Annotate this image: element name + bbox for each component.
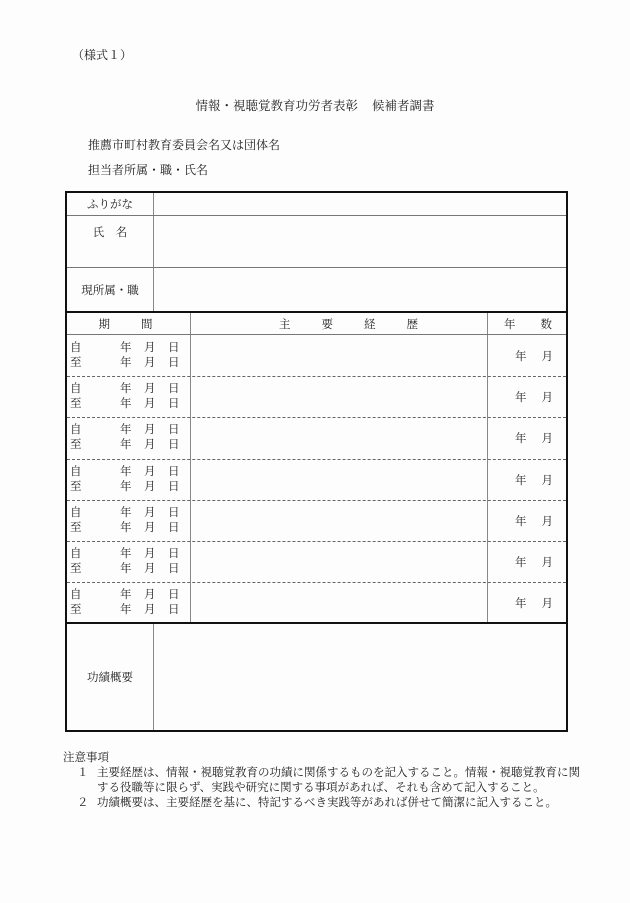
career-input[interactable]	[191, 501, 487, 541]
note-item	[77, 765, 583, 795]
header-divider	[67, 334, 566, 335]
month-label: 月	[144, 519, 156, 534]
period-from-row	[70, 505, 188, 520]
to-label: 至	[70, 437, 82, 452]
years-header-char: 数	[540, 316, 552, 331]
duration-year-label: 年	[515, 555, 527, 569]
furigana-input[interactable]	[154, 193, 566, 215]
day-label: 日	[168, 463, 180, 478]
period-to-row	[70, 561, 188, 576]
duration-year-label: 年	[515, 513, 527, 528]
month-label: 月	[144, 463, 156, 478]
month-label: 月	[144, 355, 156, 369]
month-label: 月	[144, 478, 156, 493]
year-label: 年	[120, 602, 132, 617]
to-label: 至	[70, 478, 82, 493]
month-label: 月	[144, 602, 156, 617]
day-label: 日	[168, 519, 180, 534]
duration-month-label: 月	[541, 431, 553, 446]
day-label: 日	[168, 478, 180, 493]
duration-cell[interactable]	[489, 348, 561, 364]
duration-month-label: 月	[541, 349, 553, 363]
year-label: 年	[120, 381, 132, 396]
duration-month-label: 月	[541, 390, 553, 405]
period-cell[interactable]	[70, 340, 188, 370]
career-input[interactable]	[191, 336, 487, 376]
day-label: 日	[168, 602, 180, 617]
year-label: 年	[120, 478, 132, 493]
day-label: 日	[168, 396, 180, 411]
note-item	[77, 795, 583, 810]
period-to-row	[70, 437, 188, 452]
career-input[interactable]	[191, 418, 487, 458]
document-title	[0, 96, 630, 114]
note-text: 功績概要は、主要経歴を基に、特記するべき実践等があれば併せて簡潔に記入すること。	[97, 795, 557, 809]
duration-month-label: 月	[541, 513, 553, 528]
period-header-char: 間	[141, 316, 153, 331]
to-label: 至	[70, 519, 82, 534]
notes-section	[63, 750, 583, 810]
day-label: 日	[168, 340, 180, 354]
month-label: 月	[144, 381, 156, 396]
duration-cell[interactable]	[489, 513, 561, 529]
to-label: 至	[70, 396, 82, 411]
day-label: 日	[168, 587, 180, 602]
career-header-char: 経	[364, 316, 376, 331]
to-label: 至	[70, 561, 82, 575]
duration-month-label: 月	[541, 472, 553, 487]
day-label: 日	[168, 504, 180, 519]
notes-heading: 注意事項	[63, 750, 109, 764]
note-text: 主要経歴は、情報・視聴覚教育の功績に関係するものを記入すること。情報・視聴覚教育に関する役職等に限らず、実践や研究に関する事項があれば、それも含めて記入すること。	[97, 765, 580, 794]
career-header-char: 要	[321, 316, 333, 331]
duration-cell[interactable]	[489, 554, 561, 570]
period-from-row	[70, 381, 188, 396]
day-label: 日	[168, 546, 180, 560]
month-label: 月	[144, 340, 156, 354]
day-label: 日	[168, 437, 180, 452]
year-label: 年	[120, 355, 132, 369]
note-number: １	[77, 765, 89, 779]
furigana-label: ふりがな	[87, 197, 133, 211]
contact-person-label: 担当者所属・職・氏名	[88, 163, 209, 177]
day-label: 日	[168, 381, 180, 396]
day-label: 日	[168, 355, 180, 369]
period-from-row	[70, 587, 188, 602]
to-label: 至	[70, 355, 82, 369]
duration-year-label: 年	[515, 390, 527, 405]
career-input[interactable]	[191, 460, 487, 500]
duration-cell[interactable]	[489, 472, 561, 488]
achievement-input[interactable]	[154, 624, 566, 730]
duration-year-label: 年	[515, 431, 527, 446]
achievement-label: 功績概要	[87, 670, 133, 684]
period-from-row	[70, 340, 188, 355]
month-label: 月	[144, 422, 156, 437]
period-cell[interactable]	[70, 587, 188, 617]
form-number-label: （様式１）	[72, 48, 133, 62]
year-label: 年	[120, 546, 132, 560]
years-header	[488, 313, 566, 334]
year-label: 年	[120, 561, 132, 575]
name-label: 氏 名	[92, 225, 128, 239]
period-to-row	[70, 355, 188, 370]
duration-month-label: 月	[541, 555, 553, 569]
year-label: 年	[120, 463, 132, 478]
year-label: 年	[120, 437, 132, 452]
duration-cell[interactable]	[489, 389, 561, 405]
duration-month-label: 月	[541, 596, 553, 611]
duration-year-label: 年	[515, 472, 527, 487]
day-label: 日	[168, 561, 180, 575]
month-label: 月	[144, 546, 156, 560]
period-to-row	[70, 479, 188, 494]
year-label: 年	[120, 396, 132, 411]
name-input[interactable]	[154, 216, 566, 267]
period-cell[interactable]	[70, 546, 188, 576]
period-header-char: 期	[98, 316, 110, 331]
from-label: 自	[70, 381, 82, 396]
from-label: 自	[70, 504, 82, 519]
period-cell[interactable]	[70, 422, 188, 452]
period-cell[interactable]	[70, 381, 188, 411]
duration-cell[interactable]	[489, 595, 561, 611]
month-label: 月	[144, 587, 156, 602]
from-label: 自	[70, 546, 82, 560]
day-label: 日	[168, 422, 180, 437]
career-input[interactable]	[191, 377, 487, 417]
recommending-body-label: 推薦市町村教育委員会名又は団体名	[88, 138, 281, 152]
affiliation-input[interactable]	[154, 268, 566, 311]
period-from-row	[70, 546, 188, 561]
period-header	[67, 313, 190, 334]
period-cell[interactable]	[70, 464, 188, 494]
years-header-char: 年	[504, 316, 516, 331]
year-label: 年	[120, 504, 132, 519]
duration-year-label: 年	[515, 596, 527, 611]
years-divider	[487, 313, 488, 623]
month-label: 月	[144, 396, 156, 411]
year-label: 年	[120, 519, 132, 534]
career-input[interactable]	[191, 542, 487, 582]
from-label: 自	[70, 340, 82, 354]
note-number: ２	[77, 795, 89, 809]
year-label: 年	[120, 340, 132, 354]
duration-year-label: 年	[515, 349, 527, 363]
affiliation-label: 現所属・職	[81, 282, 139, 297]
year-label: 年	[120, 587, 132, 602]
title-main: 情報・視聴覚教育功労者表彰	[195, 98, 358, 113]
month-label: 月	[144, 561, 156, 575]
from-label: 自	[70, 463, 82, 478]
candidate-form-table	[65, 191, 568, 732]
to-label: 至	[70, 602, 82, 617]
period-to-row	[70, 520, 188, 535]
period-from-row	[70, 422, 188, 437]
career-header-char: 主	[279, 316, 291, 331]
month-label: 月	[144, 504, 156, 519]
career-header	[191, 313, 487, 334]
period-to-row	[70, 602, 188, 617]
career-header-char: 歴	[406, 316, 418, 331]
duration-cell[interactable]	[489, 430, 561, 446]
period-to-row	[70, 396, 188, 411]
month-label: 月	[144, 437, 156, 452]
from-label: 自	[70, 422, 82, 437]
year-label: 年	[120, 422, 132, 437]
title-sub: 候補者調書	[372, 98, 435, 113]
period-from-row	[70, 464, 188, 479]
period-cell[interactable]	[70, 505, 188, 535]
career-input[interactable]	[191, 583, 487, 623]
from-label: 自	[70, 587, 82, 602]
